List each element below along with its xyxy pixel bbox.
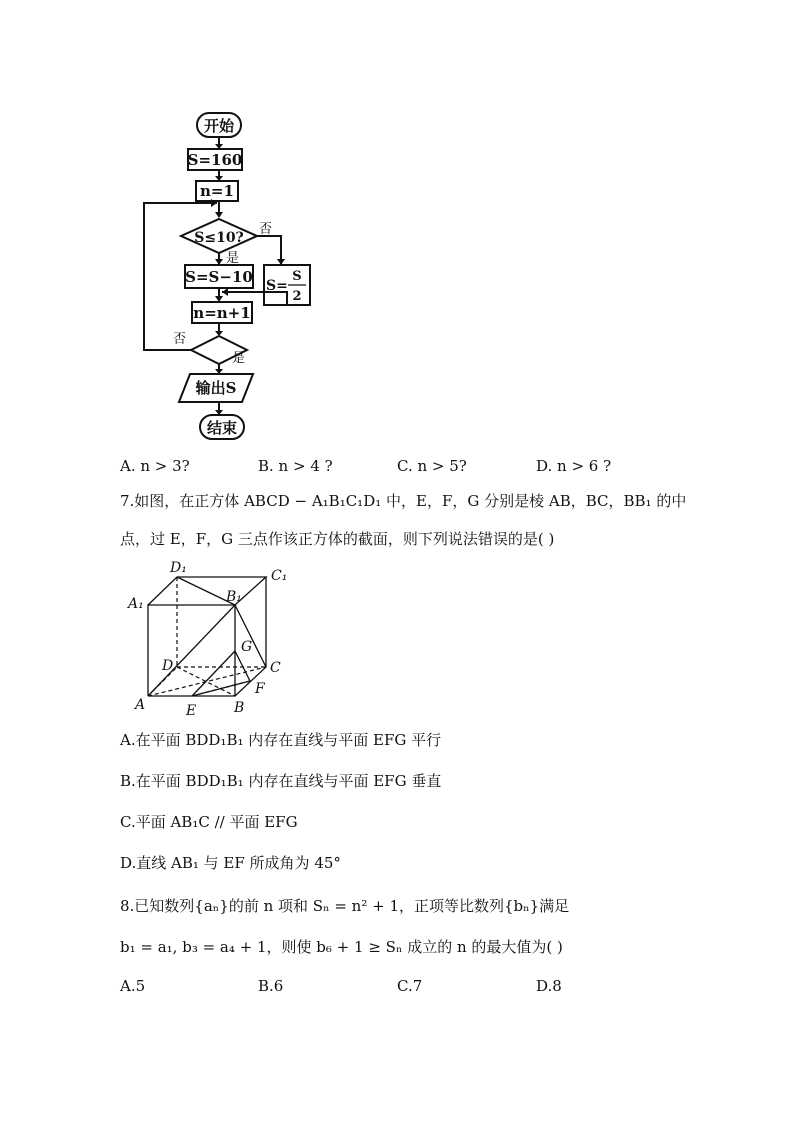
q6-option-d: D. n > 6 ?: [536, 457, 612, 475]
flowchart: [0, 0, 794, 450]
q6-option-a: A. n > 3?: [120, 457, 190, 475]
q7-stem-line1: 7.如图，在正方体 ABCD − A₁B₁C₁D₁ 中，E，F，G 分别是棱 AB，BC，BB₁ 的中: [120, 492, 687, 510]
q8-option-b: B.6: [258, 977, 284, 995]
q6-option-c: C. n > 5?: [397, 457, 467, 475]
output-text: 输出S: [195, 379, 237, 397]
sub-text: S=S−10: [185, 268, 253, 286]
label-e: E: [186, 703, 197, 715]
half-den-text: 2: [292, 289, 302, 304]
label-a1: A₁: [128, 596, 144, 612]
q7-option-c: C.平面 AB₁C // 平面 EFG: [120, 813, 298, 831]
yes-label-2: 是: [232, 351, 246, 366]
label-b1: B₁: [226, 589, 242, 605]
label-b: B: [234, 700, 245, 715]
label-c1: C₁: [271, 568, 288, 584]
label-f: F: [255, 681, 265, 697]
q7-stem-line2: 点，过 E，F，G 三点作该正方体的截面，则下列说法错误的是( ): [120, 530, 555, 548]
cond-text: S≤10?: [194, 230, 244, 246]
q7-option-a: A.在平面 BDD₁B₁ 内存在直线与平面 EFG 平行: [120, 731, 442, 749]
label-a: A: [135, 697, 146, 713]
no-label-1: 否: [259, 222, 273, 237]
q8-option-d: D.8: [536, 977, 562, 995]
q8-option-a: A.5: [120, 977, 146, 995]
q8-option-c: C.7: [397, 977, 423, 995]
half-num-text: S: [292, 269, 302, 284]
cube-figure: [0, 555, 794, 715]
start-text: 开始: [203, 117, 235, 135]
q8-stem-line2: b₁ = a₁, b₃ = a₄ + 1，则使 b₆ + 1 ≥ Sₙ 成立的 n 的最大值为( ): [120, 938, 563, 956]
q6-option-b: B. n > 4 ?: [258, 457, 333, 475]
end-text: 结束: [206, 419, 238, 437]
inc-text: n=n+1: [193, 304, 251, 322]
n-init-text: n=1: [200, 182, 234, 200]
label-g: G: [241, 639, 253, 655]
label-d1: D₁: [170, 560, 187, 576]
label-c: C: [270, 660, 281, 676]
q7-option-b: B.在平面 BDD₁B₁ 内存在直线与平面 EFG 垂直: [120, 772, 442, 790]
half-left-text: S=: [266, 278, 288, 294]
label-d: D: [162, 658, 174, 674]
yes-label-1: 是: [226, 251, 240, 266]
q7-option-d: D.直线 AB₁ 与 EF 所成角为 45°: [120, 854, 341, 872]
q8-stem-line1: 8.已知数列{aₙ}的前 n 项和 Sₙ = n² + 1，正项等比数列{bₙ}满足: [120, 897, 570, 915]
no-label-2: 否: [173, 332, 187, 347]
s-init-text: S=160: [187, 151, 243, 169]
